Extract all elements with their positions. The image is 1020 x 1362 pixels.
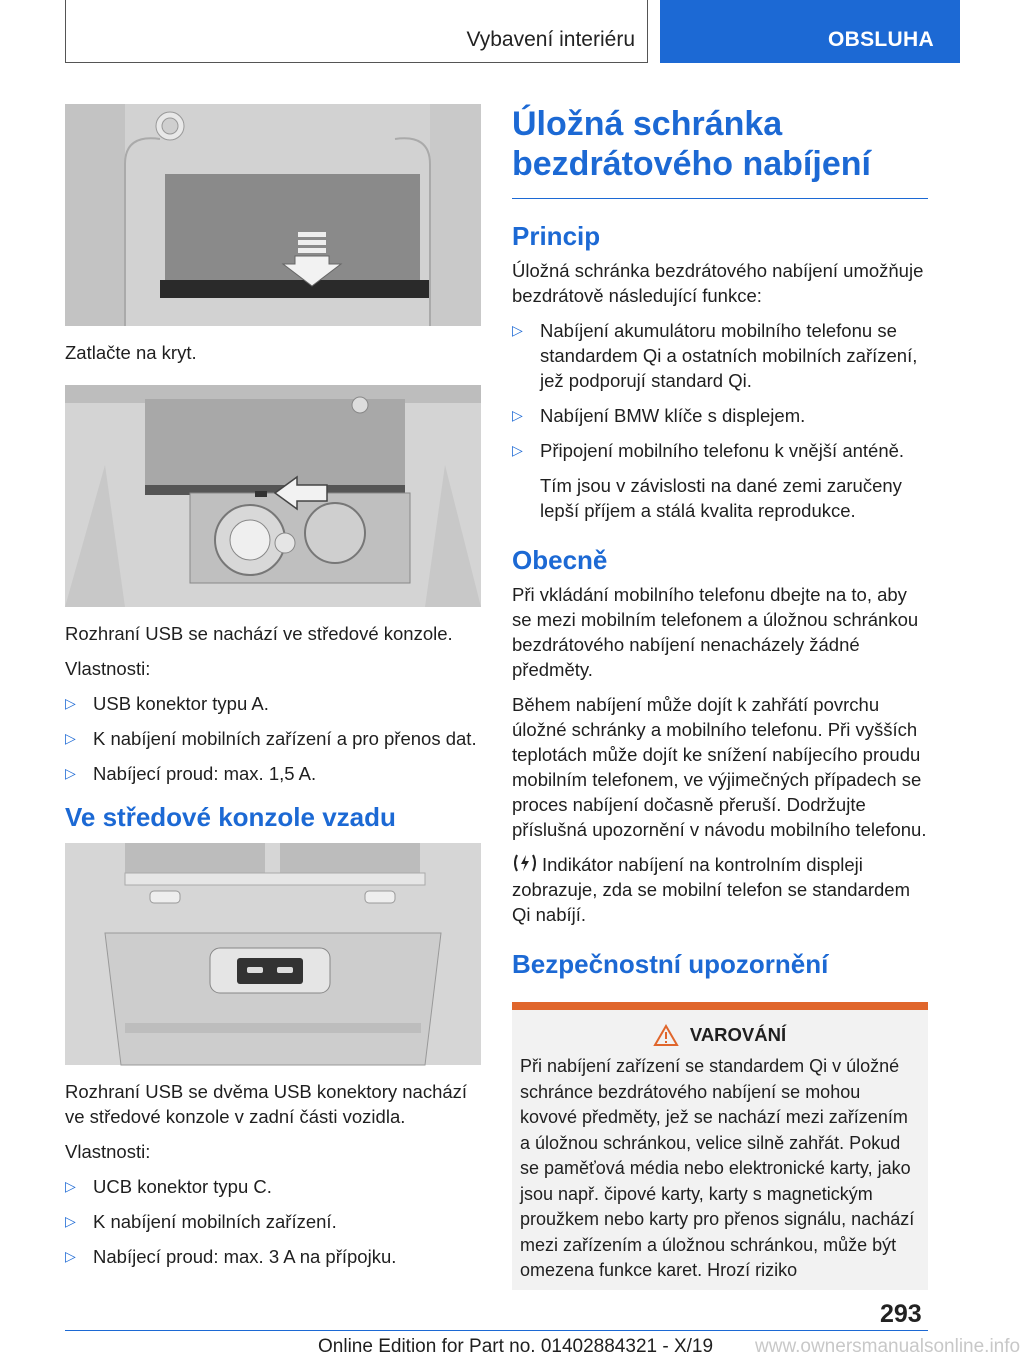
warning-title: VAROVÁNÍ — [689, 1024, 787, 1045]
caption-usb-rear: Rozhraní USB se dvěma USB konektory nachází ve středové konzole v zadní části vozidla. — [65, 1081, 468, 1127]
page-title: Úložná schránka bezdrátového nabíjení — [512, 104, 928, 199]
principle-text: Úložná schránka bezdrátového nabíjení umožňuje bezdrátově následující funkce: — [512, 260, 924, 306]
left-column — [65, 104, 481, 1279]
list-item: ▷ K nabíjení mobilních zařízení. — [65, 1211, 337, 1232]
list-item: ▷ UCB konektor typu C. — [65, 1176, 272, 1197]
footer-divider — [65, 1330, 928, 1331]
header-section-title: Vybavení interiéru — [466, 28, 635, 51]
triangle-right-icon: ▷ — [65, 1248, 76, 1264]
usb-front-illustration — [65, 385, 481, 607]
header-section-box — [65, 0, 648, 63]
list-item: ▷ Připojení mobilního telefonu k vnější anténě. — [512, 440, 905, 461]
caption-cover: Zatlačte na kryt. — [65, 342, 197, 363]
triangle-right-icon: ▷ — [512, 322, 523, 338]
list-item: ▷ Nabíjecí proud: max. 3 A na přípojku. — [65, 1246, 397, 1267]
footer-edition: Online Edition for Part no. 01402884321 - X/19 — [318, 1336, 714, 1357]
triangle-right-icon: ▷ — [512, 407, 523, 423]
warning-header — [520, 1024, 920, 1046]
photo-usb-rear — [65, 843, 481, 1065]
properties-label-2: Vlastnosti: — [65, 1141, 151, 1162]
warning-box — [512, 1002, 928, 1290]
right-column — [512, 104, 928, 1290]
heading-general: Obecně — [512, 545, 608, 575]
header-chapter-tab — [660, 0, 960, 63]
wireless-charging-icon — [512, 852, 538, 874]
heading-principle: Princip — [512, 221, 601, 251]
list-item: ▷ USB konektor typu A. — [65, 693, 269, 714]
properties-list-2 — [65, 1174, 481, 1269]
heading-rear-console: Ve středové konzole vzadu — [65, 802, 396, 832]
principle-list — [512, 318, 928, 463]
usb-rear-illustration — [65, 843, 481, 1065]
warning-triangle-icon — [654, 1025, 678, 1046]
list-item: ▷ Nabíjecí proud: max. 1,5 A. — [65, 763, 317, 784]
triangle-right-icon: ▷ — [512, 442, 523, 458]
properties-label-1: Vlastnosti: — [65, 658, 151, 679]
general-paragraph-1: Při vkládání mobilního telefonu dbejte na to, aby se mezi mobilním telefonem a úložnou schránkou bezdrátového nabíjení nenacházely žádné předměty. — [512, 584, 919, 680]
warning-text: Při nabíjení zařízení se standardem Qi v úložné schránce bezdrátového nabíjení se mohou kovové předměty, jež se nachází mezi zařízením a úložnou schránkou, velice silně zahřát. Pokud se paměťová média nebo elektronické karty, jako jsou např. čipové karty, karty s magnetickým proužkem nebo karty pro přenos signálu, nachází mezi zařízením a úložnou schránkou, může být omezena funkce karet. Hrozí riziko — [520, 1056, 915, 1280]
page-number: 293 — [880, 1300, 922, 1328]
triangle-right-icon: ▷ — [65, 1178, 76, 1194]
caption-usb-front: Rozhraní USB se nachází ve středové konzole. — [65, 623, 453, 644]
photo-cover-press — [65, 104, 481, 326]
photo-usb-front — [65, 385, 481, 607]
properties-list-1 — [65, 691, 481, 786]
triangle-right-icon: ▷ — [65, 730, 76, 746]
cover-press-illustration — [65, 104, 481, 326]
principle-note: Tím jsou v závislosti na dané zemi zaručeny lepší příjem a stálá kvalita reprodukce. — [540, 475, 902, 521]
heading-safety: Bezpečnostní upozornění — [512, 949, 829, 979]
general-paragraph-2: Během nabíjení může dojít k zahřátí povrchu úložné schránky a mobilního telefonu. Při vyšších teplotách může dojít ke snížení nabíjecího proudu mobilním telefonem, ve výjimečných případech se proces nabíjení dočasně přeruší. Dodržujte příslušná upozornění v návodu mobilního telefonu. — [512, 694, 927, 840]
header-chapter-title: OBSLUHA — [828, 28, 934, 51]
triangle-right-icon: ▷ — [65, 1213, 76, 1229]
triangle-right-icon: ▷ — [65, 765, 76, 781]
list-item: ▷ Nabíjení BMW klíče s displejem. — [512, 405, 806, 426]
general-paragraph-3: Indikátor nabíjení na kontrolním displeji zobrazuje, zda se mobilní telefon se standardem Qi nabíjí. — [512, 854, 910, 925]
triangle-right-icon: ▷ — [65, 695, 76, 711]
list-item: ▷ K nabíjení mobilních zařízení a pro přenos dat. — [65, 728, 477, 749]
list-item: ▷ Nabíjení akumulátoru mobilního telefonu se standardem Qi a ostatních mobilních zařízení, jež podporují standard Qi. — [512, 320, 918, 391]
footer-watermark: www.ownersmanualsonline.info — [755, 1336, 1020, 1357]
